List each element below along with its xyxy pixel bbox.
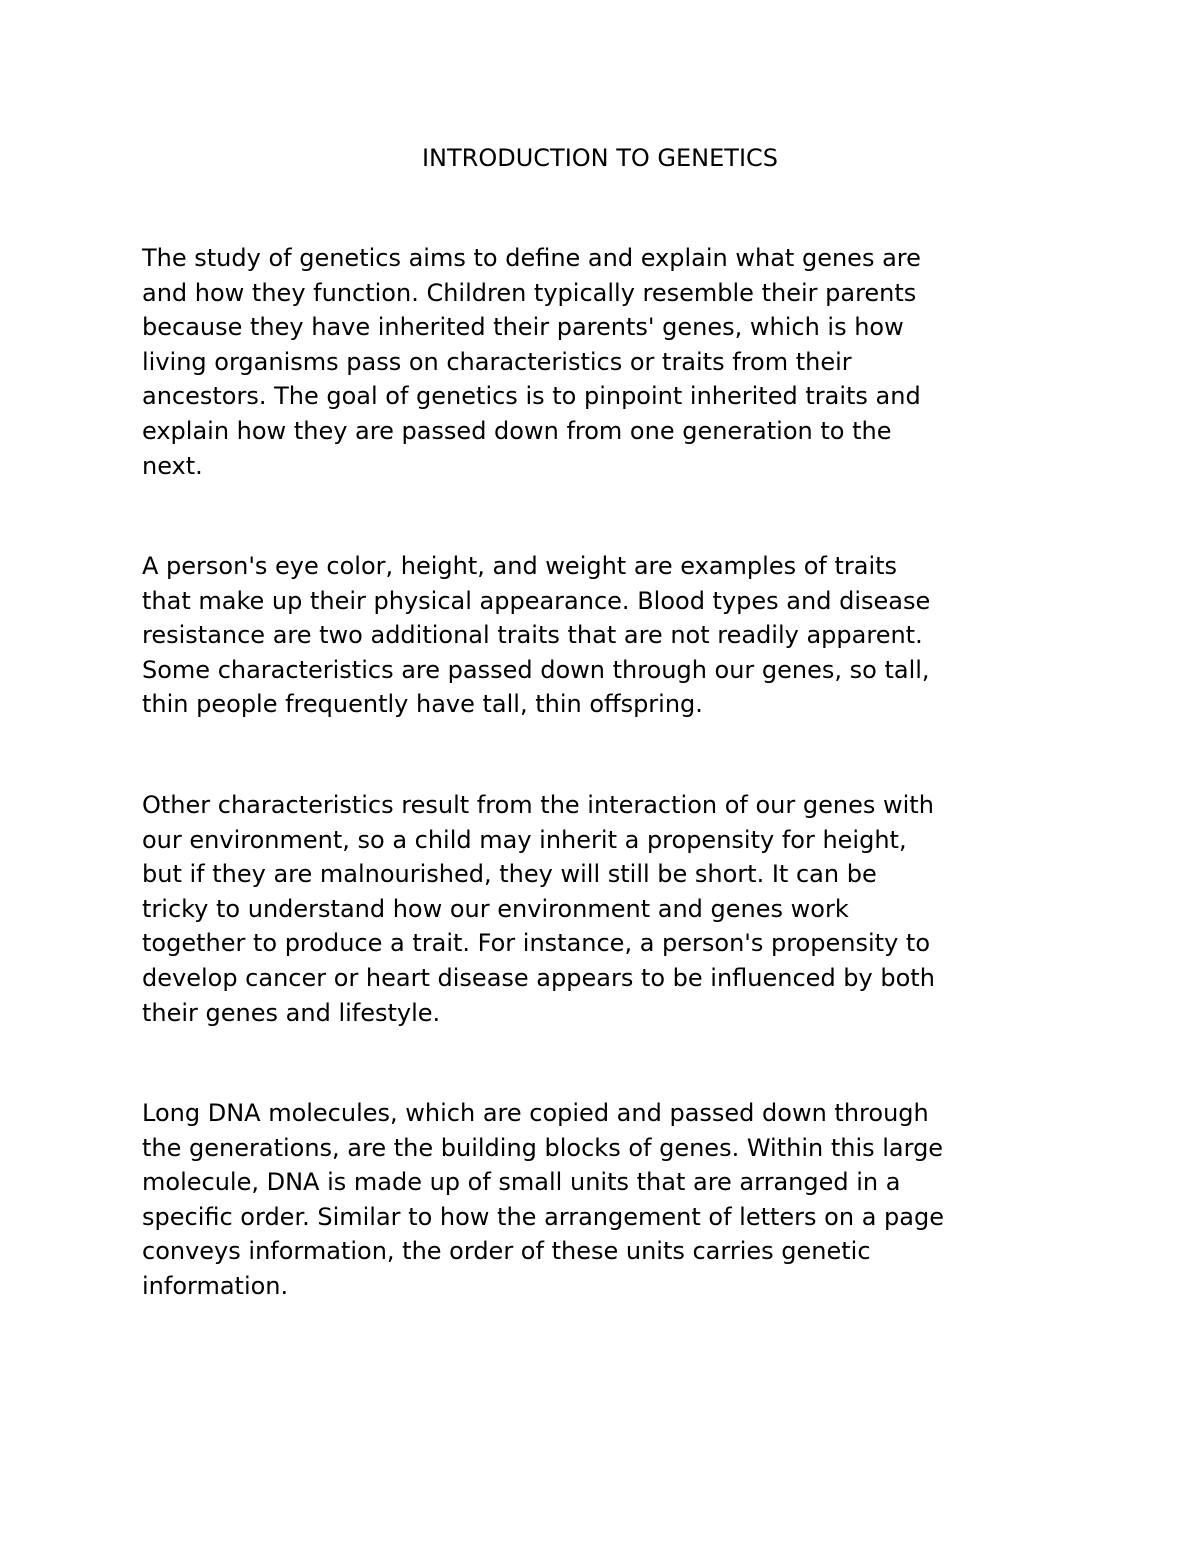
paragraph-3: Other characteristics result from the interaction of our genes with our environment, so a child may inherit a propensity for height, but if they are malnourished, they will still be short. It can be tricky to understand how our environment and genes work together to produce a trait. For instance, a person's propensity to develop cancer or heart disease appears to be influenced by both their genes and lifestyle. <box>142 791 935 1027</box>
paragraph-1: The study of genetics aims to define and explain what genes are and how they function. Children typically resemble their parents because they have inherited their parents' genes, which is how living organisms pass on characteristics or traits from their ancestors. The goal of genetics is to pinpoint inherited traits and explain how they are passed down from one generation to the next. <box>142 244 921 480</box>
paragraph-4: Long DNA molecules, which are copied and passed down through the generations, are the building blocks of genes. Within this large molecule, DNA is made up of small units that are arranged in a specific order. Similar to how the arrangement of letters on a page conveys information, the order of these units carries genetic information. <box>142 1099 944 1300</box>
document-title: INTRODUCTION TO GENETICS <box>421 144 779 172</box>
paragraph-2: A person's eye color, height, and weight are examples of traits that make up their physical appearance. Blood types and disease resistance are two additional traits that are not readily apparent. Some characteristics are passed down through our genes, so tall, thin people frequently have tall, thin offspring. <box>142 552 931 719</box>
